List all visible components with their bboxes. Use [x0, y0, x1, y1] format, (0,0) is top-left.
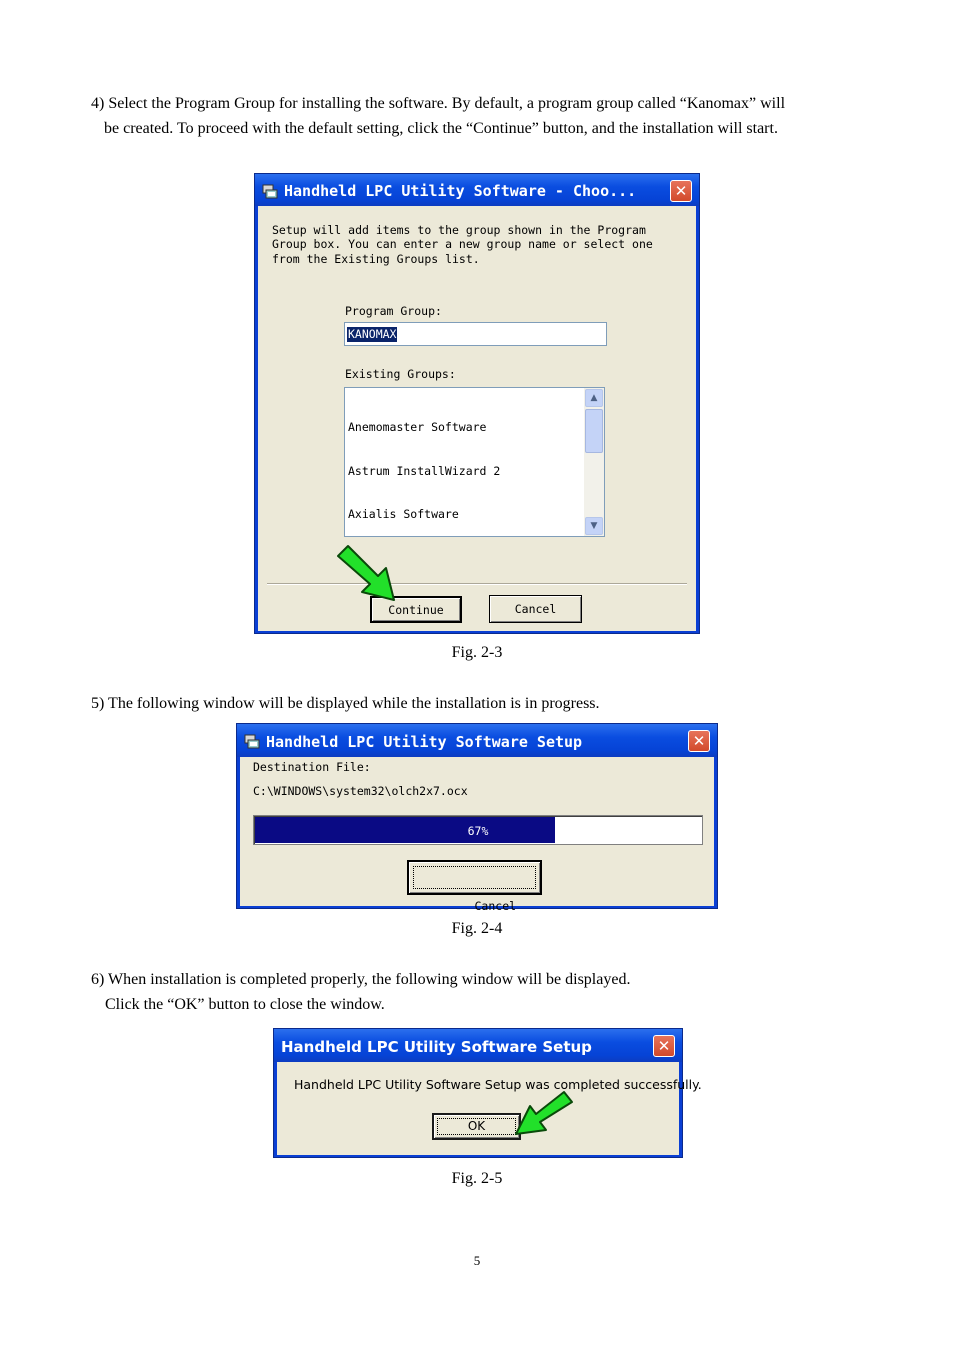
progress-window	[236, 723, 718, 913]
progress-titlebar[interactable]	[237, 724, 717, 757]
step5-line1: 5) The following window will be displayed while the installation is in progress.	[91, 695, 600, 712]
fig23-caption: Fig. 2-3	[451, 644, 503, 661]
cancel-button[interactable]: Cancel	[489, 595, 582, 623]
list-item[interactable]: Axialis Software	[348, 507, 459, 521]
arrow-pointer-icon	[510, 1090, 576, 1142]
existing-groups-label: Existing Groups:	[345, 367, 456, 381]
choose-group-client	[258, 206, 696, 631]
list-scrollbar[interactable]	[584, 388, 604, 536]
intro-line-3: from the Existing Groups list.	[272, 252, 480, 266]
existing-groups-list[interactable]	[344, 387, 605, 537]
progress-percent: 67%	[467, 824, 489, 838]
cancel-button[interactable]	[407, 860, 542, 913]
setup-app-icon	[243, 732, 261, 750]
choose-group-window	[254, 173, 700, 634]
cancel-label: Cancel	[474, 899, 517, 913]
intro-line-1: Setup will add items to the group shown in the Program	[272, 223, 646, 237]
close-icon[interactable]: ✕	[653, 1035, 675, 1057]
close-icon[interactable]: ✕	[670, 180, 692, 202]
choose-group-titlebar[interactable]	[255, 174, 699, 206]
destination-path: C:\WINDOWS\system32\olch2x7.ocx	[253, 784, 468, 798]
choose-group-title: Handheld LPC Utility Software - Choo...	[284, 182, 637, 200]
complete-window	[273, 1028, 702, 1158]
list-item[interactable]: Anemomaster Software	[348, 420, 487, 434]
focus-rect	[413, 866, 536, 889]
program-group-input[interactable]	[344, 322, 607, 346]
step6-line2: Click the “OK” button to close the window.	[105, 996, 385, 1013]
step6-line1: 6) When installation is completed properly, the following window will be displayed.	[91, 971, 631, 988]
setup-app-icon	[261, 182, 279, 200]
step4-line1: 4) Select the Program Group for installing the software. By default, a program group called “Kanomax” will	[91, 95, 786, 112]
close-icon[interactable]: ✕	[688, 730, 710, 752]
page-number: 5	[473, 1253, 481, 1268]
fig24-caption: Fig. 2-4	[451, 920, 503, 937]
progress-title: Handheld LPC Utility Software Setup	[266, 733, 583, 751]
ok-button[interactable]	[432, 1113, 521, 1140]
complete-client	[277, 1062, 702, 1155]
separator	[267, 583, 687, 585]
fig25-caption: Fig. 2-5	[451, 1170, 503, 1187]
ok-label: OK	[467, 1119, 486, 1133]
progress-bar	[253, 815, 703, 845]
list-item[interactable]: Astrum InstallWizard 2	[348, 463, 501, 478]
complete-title: Handheld LPC Utility Software Setup	[281, 1038, 592, 1056]
complete-message: Handheld LPC Utility Software Setup was completed successfully.	[294, 1077, 702, 1092]
scroll-thumb[interactable]	[585, 409, 603, 453]
arrow-pointer-icon	[334, 542, 400, 606]
progress-client	[240, 757, 714, 913]
complete-titlebar[interactable]	[274, 1029, 682, 1062]
destination-label: Destination File:	[253, 760, 371, 774]
program-group-value: KANOMAX	[348, 327, 397, 341]
scroll-down-icon[interactable]: ▼	[585, 517, 603, 535]
continue-button[interactable]: Continue	[370, 596, 462, 623]
step4-line2: be created. To proceed with the default setting, click the “Continue” button, and the installation will start.	[104, 120, 778, 137]
intro-line-2: Group box. You can enter a new group name or select one	[272, 237, 653, 251]
scroll-up-icon[interactable]: ▲	[585, 389, 603, 407]
program-group-label: Program Group:	[345, 304, 442, 318]
